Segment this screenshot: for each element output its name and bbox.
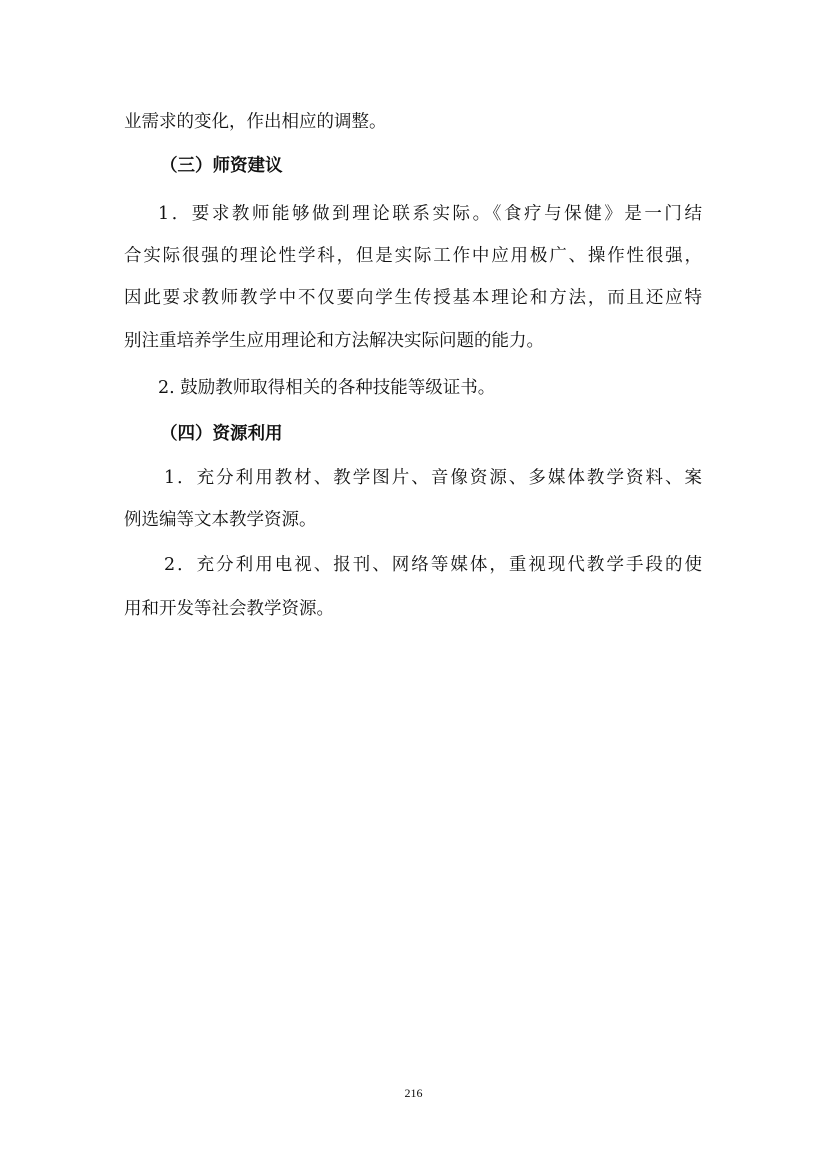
section-heading-teacher-suggestions: （三）师资建议 bbox=[160, 156, 283, 176]
section-heading-resource-use: （四）资源利用 bbox=[160, 424, 283, 444]
resource-item-1-line-1: 1．充分利用教材、教学图片、音像资源、多媒体教学资料、案 bbox=[164, 468, 702, 488]
continuation-paragraph-line: 业需求的变化，作出相应的调整。 bbox=[124, 112, 387, 132]
teacher-item-1-line-2: 合实际很强的理论性学科，但是实际工作中应用极广、操作性很强， bbox=[124, 246, 702, 266]
resource-item-2-line-2: 用和开发等社会教学资源。 bbox=[124, 599, 334, 619]
resource-item-1-line-2: 例选编等文本教学资源。 bbox=[124, 510, 317, 530]
resource-item-2-line-1: 2．充分利用电视、报刊、网络等媒体，重视现代教学手段的使 bbox=[164, 555, 702, 575]
teacher-item-1-line-3: 因此要求教师教学中不仅要向学生传授基本理论和方法，而且还应特 bbox=[124, 288, 702, 308]
teacher-item-1-line-1: 1．要求教师能够做到理论联系实际。《食疗与保健》是一门结 bbox=[158, 204, 702, 224]
page-number: 216 bbox=[404, 1086, 423, 1100]
teacher-item-2-line-1: 2. 鼓励教师取得相关的各种技能等级证书。 bbox=[158, 378, 496, 398]
teacher-item-1-line-4: 别注重培养学生应用理论和方法解决实际问题的能力。 bbox=[124, 331, 544, 351]
